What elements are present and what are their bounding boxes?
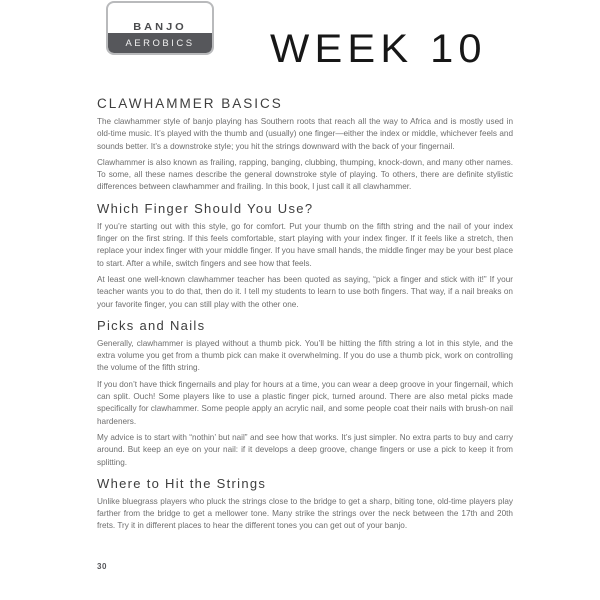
section-heading: Picks and Nails (97, 317, 206, 333)
paragraph: My advice is to start with “nothin’ but nail” and see how that works. It’s just simpler. No extra parts to buy and carry around. But keep an eye on your nail: if it develops a deep groove, change fingers or use a pick to keep it from splitting. (97, 432, 513, 467)
paragraph: At least one well-known clawhammer teacher has been quoted as saying, “pick a finger and stick with it!” If your teacher wants you to do that, then do it. I tell my students to learn to use both fingers. That way, if a nail breaks on your favorite finger, you can still play with the other one. (97, 274, 513, 309)
section-where-to-hit (97, 477, 513, 533)
logo-aerobics-text: AEROBICS (125, 37, 195, 49)
paragraph: Clawhammer is also known as frailing, rapping, banging, clubbing, thumping, knock-down, and many other names. To some, all these names describe the general downstroke style of playing. To others, there are definite stylistic differences between clawhammer and frailing. In this book, I just call it all clawhammer. (97, 157, 513, 192)
banjo-aerobics-logo (106, 1, 214, 55)
paragraph: The clawhammer style of banjo playing has Southern roots that reach all the way to Africa and is mostly used in old-time music. It’s played with the thumb and (usually) one finger—either the index or middle, whichever feels and sounds better. It’s a downstroke style; you hit the strings downward with the back of your fingernail. (97, 117, 513, 151)
paragraph: Unlike bluegrass players who pluck the strings close to the bridge to get a sharp, biting tone, old-time players play farther from the bridge to get a mellower tone. Many strike the strings over the neck between the 17th and 20th frets. Try it in different places to hear the different tones you can get out of your banjo. (97, 496, 513, 531)
page-number: 30 (97, 562, 107, 571)
section-heading: Which Finger Should You Use? (97, 200, 314, 216)
week-title: WEEK 10 (270, 27, 487, 71)
logo-bottom-bar (108, 33, 212, 53)
logo-banjo-text: BANJO (133, 21, 187, 33)
paragraph: Generally, clawhammer is played without a thumb pick. You’ll be hitting the fifth string a lot in this style, and the extra volume you get from a thumb pick can make it overwhelming. If you do use a thumb pick, work on controlling the volume of the fifth string. (97, 338, 513, 373)
paragraph: If you don’t have thick fingernails and play for hours at a time, you can wear a deep groove in your fingernail, which can split. Ouch! Some players like to use a plastic finger pick, turned around. There are also metal picks made specifically for clawhammer. Some people apply an acrylic nail, and some people coat their nails with brush-on nail hardeners. (97, 379, 513, 426)
section-heading: Where to Hit the Strings (97, 475, 267, 491)
section-clawhammer-basics (97, 97, 513, 194)
section-heading: CLAWHAMMER BASICS (97, 96, 283, 111)
section-picks-and-nails (97, 319, 513, 469)
paragraph: If you’re starting out with this style, go for comfort. Put your thumb on the fifth string and the nail of your index finger on the first string. If this feels comfortable, start playing with your index finger. If it feels like a stretch, then replace your index finger with your middle finger. If you have small hands, the middle finger may be your best place to start. After a while, switch fingers and see how that feels. (97, 221, 513, 268)
section-which-finger (97, 202, 513, 311)
logo-top-panel (108, 3, 212, 35)
page-content (97, 97, 513, 541)
